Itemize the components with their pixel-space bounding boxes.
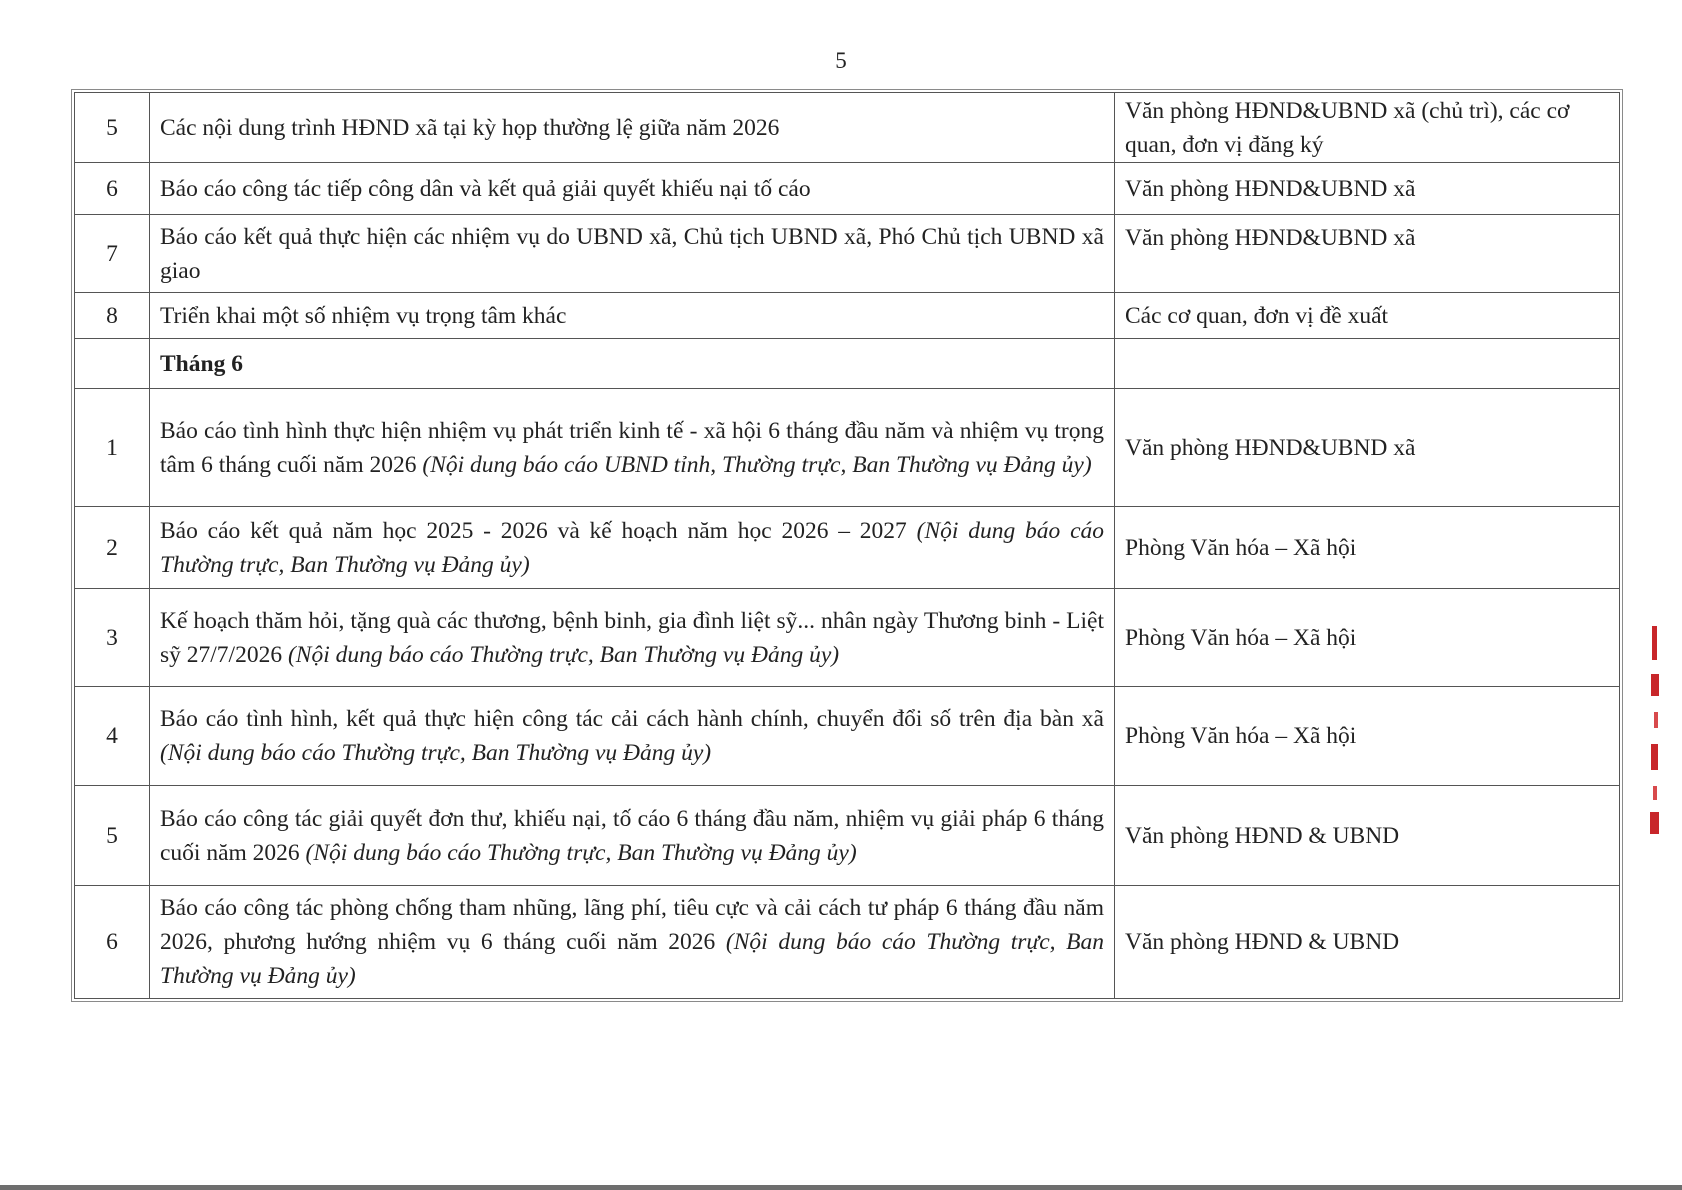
row-number: 5 [75, 93, 150, 163]
responsible-unit: Văn phòng HĐND & UBND [1115, 786, 1620, 886]
month-title: Tháng 6 [150, 339, 1115, 389]
task-content: Các nội dung trình HĐND xã tại kỳ họp thường lệ giữa năm 2026 [150, 93, 1115, 163]
task-note: (Nội dung báo cáo Thường trực, Ban Thường vụ Đảng ủy) [160, 740, 712, 766]
task-note: (Nội dung báo cáo Thường trực, Ban Thường vụ Đảng ủy) [305, 839, 857, 866]
responsible-unit: Các cơ quan, đơn vị đề xuất [1115, 293, 1620, 339]
task-content: Báo cáo tình hình, kết quả thực hiện công tác cải cách hành chính, chuyển đổi số trên địa bàn xã (Nội dung báo cáo Thường trực, Ban Thường vụ Đảng ủy) [150, 687, 1115, 786]
table-row [75, 215, 1620, 293]
responsible-unit: Văn phòng HĐND&UBND xã (chủ trì), các cơ quan, đơn vị đăng ký [1115, 93, 1620, 163]
table-row [75, 786, 1620, 886]
task-content: Báo cáo kết quả thực hiện các nhiệm vụ do UBND xã, Chủ tịch UBND xã, Phó Chủ tịch UBND xã giao [150, 215, 1115, 293]
table-row [75, 389, 1620, 507]
row-number: 7 [75, 215, 150, 293]
table-row [75, 163, 1620, 215]
task-note: (Nội dung báo cáo Thường trực, Ban Thường vụ Đảng ủy) [160, 517, 1104, 578]
task-note: (Nội dung báo cáo Thường trực, Ban Thường vụ Đảng ủy) [287, 641, 840, 668]
responsible-unit: Phòng Văn hóa – Xã hội [1115, 507, 1620, 589]
table-row [75, 293, 1620, 339]
page-number: 5 [835, 48, 847, 73]
table-row [75, 589, 1620, 687]
task-content: Báo cáo công tác tiếp công dân và kết quả giải quyết khiếu nại tố cáo [150, 163, 1115, 215]
row-number: 2 [75, 507, 150, 589]
row-number: 3 [75, 589, 150, 687]
page-bottom-edge [0, 1185, 1682, 1190]
task-note: (Nội dung báo cáo UBND tỉnh, Thường trực, Ban Thường vụ Đảng ủy) [422, 451, 1092, 478]
responsible-unit: Văn phòng HĐND&UBND xã [1115, 389, 1620, 507]
task-content: Báo cáo kết quả năm học 2025 - 2026 và kế hoạch năm học 2026 – 2027 (Nội dung báo cáo Thường trực, Ban Thường vụ Đảng ủy) [150, 507, 1115, 589]
responsible-unit: Văn phòng HĐND & UBND [1115, 886, 1620, 999]
table-row [75, 507, 1620, 589]
task-content: Báo cáo công tác giải quyết đơn thư, khiếu nại, tố cáo 6 tháng đầu năm, nhiệm vụ giải pháp 6 tháng cuối năm 2026 (Nội dung báo cáo Thường trực, Ban Thường vụ Đảng ủy) [150, 786, 1115, 886]
responsible-unit: Phòng Văn hóa – Xã hội [1115, 589, 1620, 687]
responsible-unit: Văn phòng HĐND&UBND xã [1115, 163, 1620, 215]
stamp-edge-mark [1648, 626, 1664, 836]
task-content: Báo cáo tình hình thực hiện nhiệm vụ phát triển kinh tế - xã hội 6 tháng đầu năm và nhiệm vụ trọng tâm 6 tháng cuối năm 2026 (Nội dung báo cáo UBND tỉnh, Thường trực, Ban Thường vụ Đảng ủy) [150, 389, 1115, 507]
plan-table [74, 92, 1620, 999]
row-number: 1 [75, 389, 150, 507]
responsible-unit: Phòng Văn hóa – Xã hội [1115, 687, 1620, 786]
task-content: Triển khai một số nhiệm vụ trọng tâm khác [150, 293, 1115, 339]
row-number: 6 [75, 163, 150, 215]
table-row [75, 93, 1620, 163]
task-note: (Nội dung báo cáo Thường trực, Ban Thường vụ Đảng ủy) [160, 929, 1104, 989]
responsible-unit: Văn phòng HĐND&UBND xã [1115, 215, 1620, 293]
row-number: 8 [75, 293, 150, 339]
task-content: Báo cáo công tác phòng chống tham nhũng, lãng phí, tiêu cực và cải cách tư pháp 6 tháng đầu năm 2026, phương hướng nhiệm vụ 6 tháng cuối năm 2026 (Nội dung báo cáo Thường trực, Ban Thường vụ Đảng ủy) [150, 886, 1115, 999]
row-number: 4 [75, 687, 150, 786]
table-row [75, 687, 1620, 786]
month-header-row [75, 339, 1620, 389]
row-number: 6 [75, 886, 150, 999]
table-row [75, 886, 1620, 999]
row-number: 5 [75, 786, 150, 886]
task-content: Kế hoạch thăm hỏi, tặng quà các thương, bệnh binh, gia đình liệt sỹ... nhân ngày Thương binh - Liệt sỹ 27/7/2026 (Nội dung báo cáo Thường trực, Ban Thường vụ Đảng ủy) [150, 589, 1115, 687]
